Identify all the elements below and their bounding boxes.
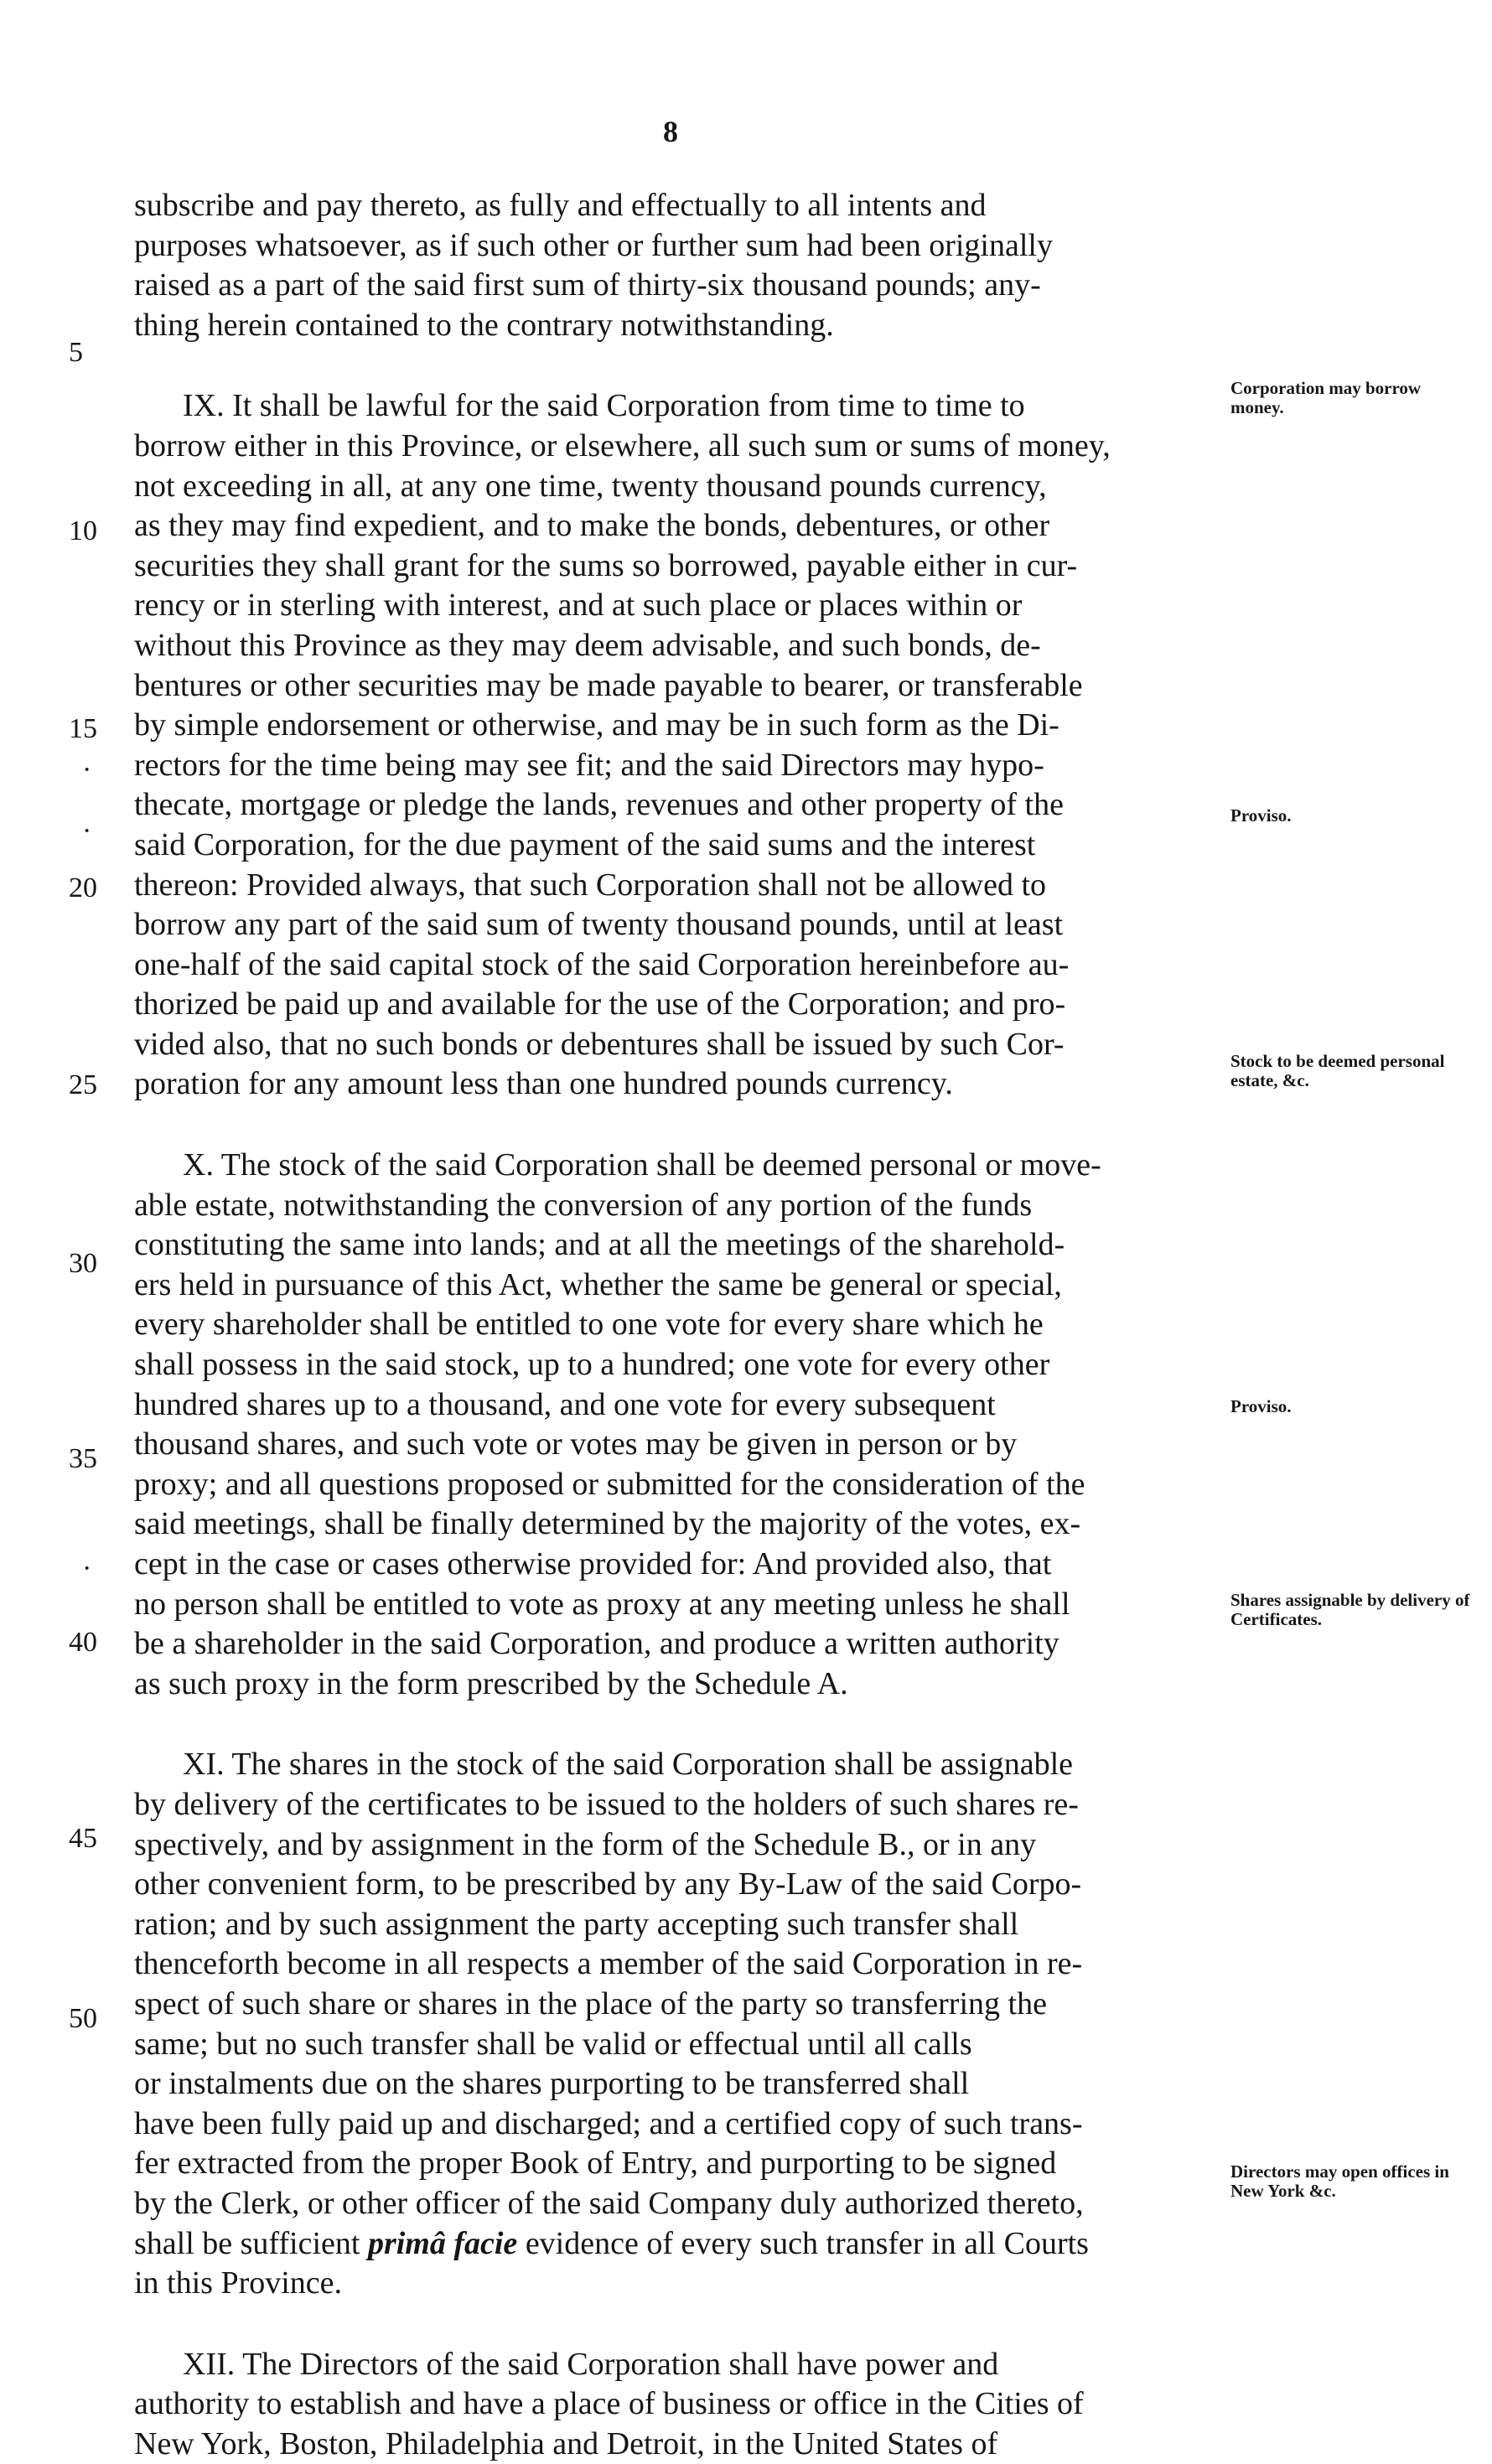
- text-line: or instalments due on the shares purporting to be transferred shall: [134, 2066, 970, 2102]
- text-line: not exceeding in all, at any one time, twenty thousand pounds currency,: [134, 468, 1047, 504]
- line-number: 50: [69, 2003, 97, 2034]
- text-line: thereon: Provided always, that such Corporation shall not be allowed to: [134, 867, 1047, 903]
- text-line: without this Province as they may deem advisable, and such bonds, de-: [134, 627, 1041, 663]
- line-number: 30: [69, 1248, 97, 1279]
- text-line: borrow any part of the said sum of twenty thousand pounds, until at least: [134, 907, 1064, 943]
- text-line: poration for any amount less than one hundred pounds currency.: [134, 1066, 953, 1102]
- text-line: as such proxy in the form prescribed by the Schedule A.: [134, 1665, 848, 1701]
- italic-phrase: primâ facie: [367, 2225, 518, 2261]
- text-line: vided also, that no such bonds or debentures shall be issued by such Cor-: [134, 1026, 1065, 1062]
- page-number: 8: [663, 115, 678, 148]
- text-line: able estate, notwithstanding the conversion of any portion of the funds: [134, 1187, 1033, 1223]
- text-line: borrow either in this Province, or elsewhere, all such sum or sums of money,: [134, 427, 1111, 463]
- text-line: subscribe and pay thereto, as fully and effectually to all intents and: [134, 188, 987, 223]
- paragraph-gap: [134, 1105, 1224, 1146]
- paragraph-gap: [134, 2304, 1224, 2345]
- text-line: bentures or other securities may be made payable to bearer, or transferable: [134, 667, 1083, 703]
- text-line: no person shall be entitled to vote as proxy at any meeting unless he shall: [134, 1586, 1070, 1622]
- text-line: by delivery of the certificates to be issued to the holders of such shares re-: [134, 1786, 1079, 1822]
- text-line: said Corporation, for the due payment of the said sums and the interest: [134, 826, 1036, 862]
- text-line: ration; and by such assignment the party accepting such transfer shall: [134, 1906, 1019, 1942]
- stray-mark: ·: [82, 1553, 92, 1584]
- text-line: spect of such share or shares in the place of the party so transferring the: [134, 1985, 1047, 2021]
- text-line: hundred shares up to a thousand, and one vote for every subsequent: [134, 1386, 996, 1422]
- text-line: in this Province.: [134, 2265, 343, 2301]
- text-line: ers held in pursuance of this Act, whether the same be general or special,: [134, 1266, 1062, 1302]
- margin-note-directors: Directors may open offices in New York &c.: [1230, 2161, 1449, 2201]
- margin-note-shares: Shares assignable by delivery of Certificates.: [1230, 1590, 1470, 1629]
- text-line: thecate, mortgage or pledge the lands, revenues and other property of the: [134, 787, 1064, 823]
- text-line: cept in the case or cases otherwise provided for: And provided also, that: [134, 1546, 1052, 1581]
- text-line: spectively, and by assignment in the form of the Schedule B., or in any: [134, 1826, 1037, 1862]
- text-line: rency or in sterling with interest, and at such place or places within or: [134, 588, 1023, 624]
- margin-note-proviso: Proviso.: [1230, 805, 1292, 826]
- text-line: one-half of the said capital stock of the said Corporation hereinbefore au-: [134, 946, 1070, 982]
- line-number: 15: [69, 713, 97, 744]
- paragraph-gap: [134, 345, 1224, 386]
- text-line: as they may find expedient, and to make the bonds, debentures, or other: [134, 508, 1050, 544]
- section-xi-first-line: XI. The shares in the stock of the said Corporation shall be assignable: [183, 1747, 1073, 1783]
- margin-note-proviso: Proviso.: [1230, 1396, 1292, 1416]
- text-line: proxy; and all questions proposed or submitted for the consideration of the: [134, 1466, 1085, 1502]
- text-fragment: evidence of every such transfer in all Courts: [525, 2225, 1089, 2261]
- section-xii-first-line: XII. The Directors of the said Corporation shall have power and: [183, 2346, 999, 2382]
- text-line: by the Clerk, or other officer of the said Company duly authorized thereto,: [134, 2185, 1084, 2221]
- margin-note-stock: Stock to be deemed personal estate, &c.: [1230, 1051, 1445, 1090]
- line-number: 5: [69, 337, 83, 368]
- text-line: thousand shares, and such vote or votes may be given in person or by: [134, 1426, 1018, 1462]
- section-x-first-line: X. The stock of the said Corporation shall be deemed personal or move-: [183, 1147, 1101, 1183]
- text-line: other convenient form, to be prescribed by any By-Law of the said Corpo-: [134, 1866, 1082, 1902]
- text-line: be a shareholder in the said Corporation, and produce a written authority: [134, 1626, 1059, 1662]
- text-line: rectors for the time being may see fit; and the said Directors may hypo-: [134, 747, 1044, 783]
- section-ix-first-line: IX. It shall be lawful for the said Corporation from time to time to: [183, 388, 1025, 424]
- text-line: purposes whatsoever, as if such other or further sum had been originally: [134, 227, 1053, 263]
- text-line: every shareholder shall be entitled to one vote for every share which he: [134, 1307, 1044, 1343]
- line-number: 45: [69, 1823, 97, 1854]
- body-text: [134, 186, 1224, 2464]
- text-line: constituting the same into lands; and at all the meetings of the sharehold-: [134, 1227, 1065, 1263]
- text-line: by simple endorsement or otherwise, and may be in such form as the Di-: [134, 707, 1059, 743]
- stray-mark: ·: [82, 815, 92, 846]
- text-line-with-italic: [134, 2224, 1224, 2265]
- text-line: authority to establish and have a place of business or office in the Cities of: [134, 2386, 1084, 2422]
- text-line: have been fully paid up and discharged; and a certified copy of such trans-: [134, 2105, 1083, 2141]
- text-line: shall possess in the said stock, up to a hundred; one vote for every other: [134, 1347, 1050, 1383]
- text-line: fer extracted from the proper Book of Entry, and purporting to be signed: [134, 2146, 1057, 2182]
- text-line: thenceforth become in all respects a member of the said Corporation in re-: [134, 1946, 1083, 1982]
- text-line: same; but no such transfer shall be valid or effectual until all calls: [134, 2026, 972, 2062]
- stray-mark: ·: [82, 754, 92, 785]
- text-line: said meetings, shall be finally determined by the majority of the votes, ex-: [134, 1506, 1081, 1542]
- text-fragment: shall be sufficient: [134, 2225, 360, 2261]
- text-line: thing herein contained to the contrary notwithstanding.: [134, 307, 834, 343]
- text-line: thorized be paid up and available for the use of the Corporation; and pro-: [134, 986, 1066, 1022]
- line-number: 10: [69, 515, 97, 546]
- text-line: New York, Boston, Philadelphia and Detroit, in the United States of: [134, 2425, 998, 2461]
- line-number: 20: [69, 872, 97, 903]
- margin-note-borrow: Corporation may borrow money.: [1230, 378, 1422, 417]
- text-line: securities they shall grant for the sums so borrowed, payable either in cur-: [134, 547, 1078, 583]
- paragraph-gap: [134, 1704, 1224, 1745]
- line-number: 35: [69, 1443, 97, 1474]
- line-number: 40: [69, 1627, 97, 1658]
- line-number: 25: [69, 1069, 97, 1100]
- text-line: raised as a part of the said first sum of thirty-six thousand pounds; any-: [134, 267, 1041, 303]
